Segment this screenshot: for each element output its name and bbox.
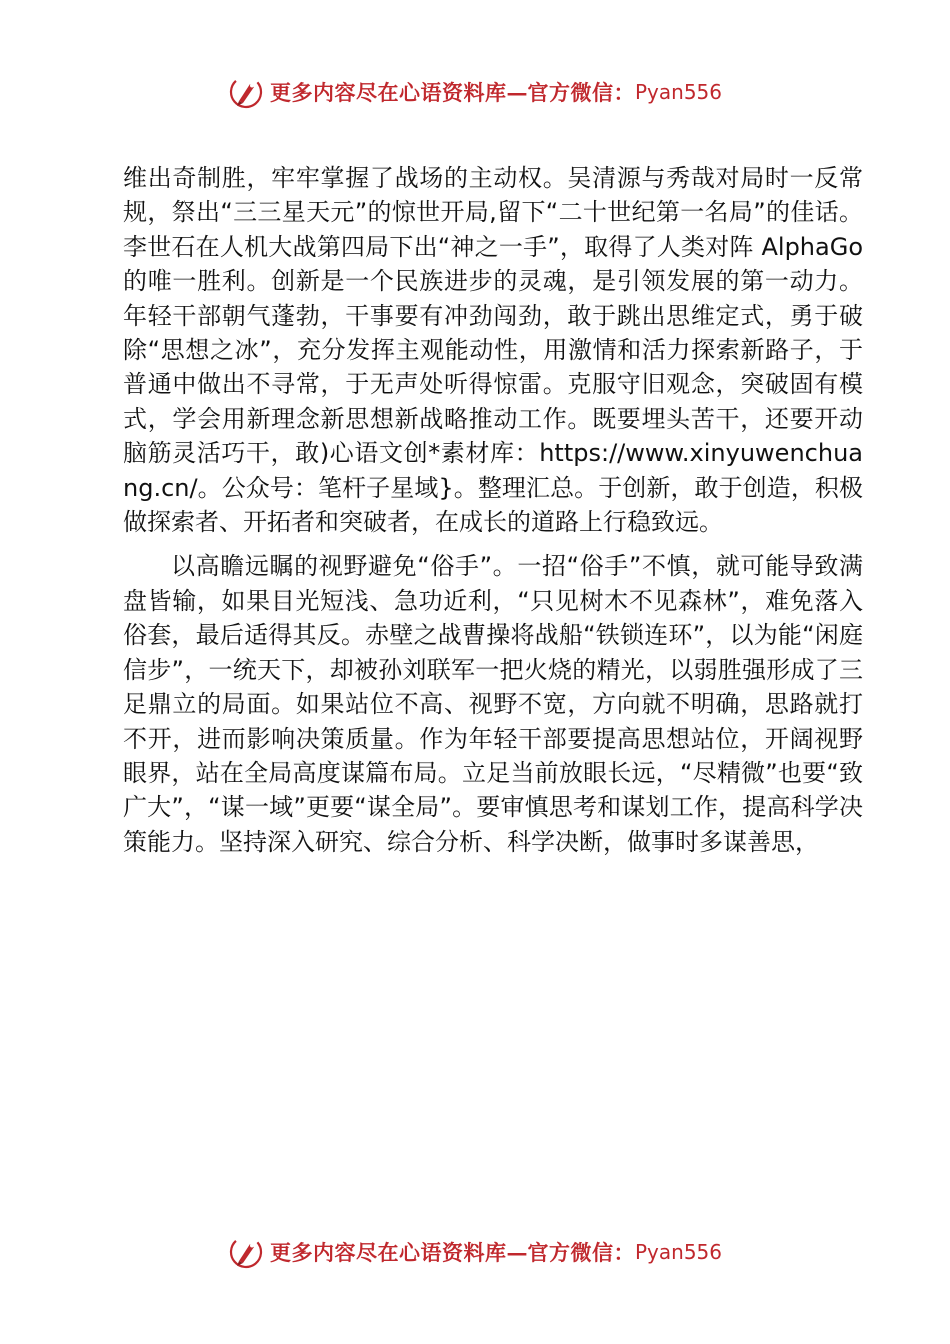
- body-paragraph-2: 以高瞻远瞩的视野避免“俗手”。一招“俗手”不慎，就可能导致满盘皆输，如果目光短浅、急功近利，“只见树木不见森林”，难免落入俗套，最后适得其反。赤壁之战曹操将战船“铁锁连环”，以为能“闲庭信步”，一统天下，却被孙刘联军一把火烧的精光，以弱胜强形成了三足鼎立的局面。如果站位不高、视野不宽，方向就不明确，思路就打不开，进而影响决策质量。作为年轻干部要提高思想站位，开阔视野眼界，站在全局高度谋篇布局。立足当前放眼长远，“尽精微”也要“致广大”，“谋一域”更要“谋全局”。要审慎思考和谋划工作，提高科学决策能力。坚持深入研究、综合分析、科学决断，做事时多谋善思，: [123, 552, 863, 856]
- body-paragraph-1: 维出奇制胜，牢牢掌握了战场的主动权。吴清源与秀哉对局时一反常规，祭出“三三星天元”的惊世开局,留下“二十世纪第一名局”的佳话。李世石在人机大战第四局下出“神之一手”，取得了人类对阵 AlphaGo 的唯一胜利。创新是一个民族进步的灵魂，是引领发展的第一动力。年轻干部朝气蓬勃，干事要有冲劲闯劲，敢于跳出思维定式，勇于破除“思想之冰”，充分发挥主观能动性，用激情和活力探索新路子，于普通中做出不寻常，于无声处听得惊雷。克服守旧观念，突破固有模式，学会用新理念新思想新战略推动工作。既要埋头苦干，还要开动脑筋灵活巧干，敢)心语文创*素材库：https://www.xinyuwenchuang.cn/。公众号：笔杆子星域}。整理汇总。于创新，敢于创造，积极做探索者、开拓者和突破者，在成长的道路上行稳致远。: [123, 164, 863, 537]
- document-body: [123, 161, 863, 859]
- footer-banner-text: 更多内容尽在心语资料库: [269, 1240, 507, 1265]
- footer-separator: —: [506, 1239, 528, 1265]
- header-banner-text: 更多内容尽在心语资料库: [269, 80, 507, 105]
- pen-nib-logo-icon: [228, 1234, 264, 1270]
- footer-banner: [0, 1230, 950, 1274]
- header-contact-label: 官方微信：: [527, 80, 635, 105]
- pen-nib-logo-icon: [228, 74, 264, 110]
- header-separator: —: [506, 79, 528, 105]
- footer-contact-id: Pyan556: [634, 1240, 722, 1264]
- footer-contact-label: 官方微信：: [527, 1240, 635, 1265]
- header-banner: [0, 70, 950, 114]
- header-contact-id: Pyan556: [634, 80, 722, 104]
